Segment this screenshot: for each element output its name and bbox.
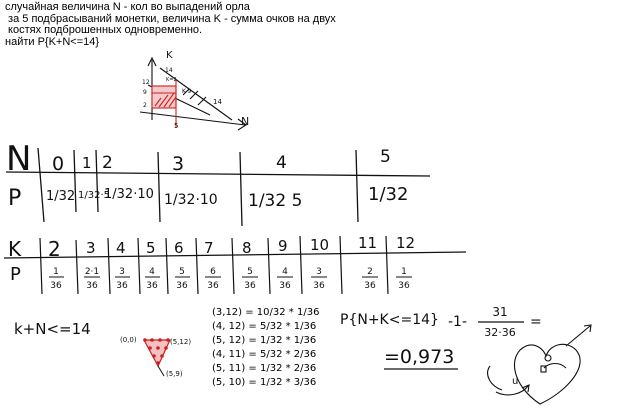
result-value: =0,973	[384, 346, 455, 368]
pair-line: (4, 12) = 5/32 * 1/36	[212, 321, 317, 332]
table-k-prob	[84, 267, 100, 291]
triangle-vertex-label: (5,9)	[166, 370, 183, 378]
problem-line-1: случайная величина N - кол во выпадений орла	[5, 1, 250, 13]
table-k-prob	[396, 267, 412, 291]
table-k-prob-label: P	[10, 264, 21, 285]
table-n-header: 0	[52, 153, 65, 175]
problem-line-4: найти P{K+N<=14}	[5, 35, 100, 48]
pair-line: (5, 10) = 1/32 * 3/36	[212, 377, 317, 388]
pair-line: (4, 11) = 5/32 * 2/36	[212, 349, 317, 360]
table-n-prob-label: P	[8, 186, 22, 211]
svg-text:36: 36	[364, 281, 376, 291]
table-n-grid	[6, 148, 430, 226]
triangle-vertex-label: (0,0)	[120, 336, 137, 344]
sketch-label: 12	[142, 79, 150, 86]
sketch-label: 9	[143, 89, 147, 96]
svg-text:3: 3	[316, 267, 322, 277]
svg-text:4: 4	[149, 267, 155, 277]
table-n-prob: 1/32 5	[248, 191, 303, 211]
table-k-header: 9	[278, 237, 288, 255]
table-n-header: 1	[82, 154, 92, 172]
svg-text:36: 36	[86, 281, 98, 291]
table-k-prob	[242, 267, 258, 291]
svg-text:1: 1	[401, 267, 407, 277]
axis-n-label: N	[241, 115, 250, 128]
svg-text:2: 2	[367, 267, 373, 277]
table-k-header: 2	[48, 237, 61, 261]
svg-text:36: 36	[50, 281, 62, 291]
table-n-prob: 1/32·5	[78, 190, 110, 201]
pair-line: (3,12) = 10/32 * 1/36	[212, 307, 320, 318]
condition-text: k+N<=14	[14, 320, 91, 338]
svg-text:5: 5	[179, 267, 185, 277]
table-n-prob: 1/32·10	[104, 187, 154, 202]
svg-text:36: 36	[207, 281, 219, 291]
sketch-label: 14	[165, 67, 173, 74]
svg-text:36: 36	[146, 281, 158, 291]
result-expression: P{N+K<=14}	[340, 312, 439, 328]
sketch-label: K=2	[166, 77, 177, 83]
svg-text:36: 36	[313, 281, 325, 291]
sketch-label: 2	[143, 102, 147, 109]
table-k-header: 5	[146, 239, 156, 257]
table-k-prob	[175, 267, 190, 291]
table-n-header: 5	[380, 147, 391, 167]
sketch-label: K-9	[182, 88, 192, 95]
svg-text:3: 3	[119, 267, 125, 277]
svg-text:36: 36	[279, 281, 291, 291]
table-k-header: 12	[396, 234, 416, 252]
table-n-prob: 1/32	[368, 184, 409, 205]
table-n-row-label: N	[6, 139, 32, 179]
svg-text:1: 1	[53, 267, 59, 277]
problem-line-2: за 5 подбрасываний монетки, величина K - сумма очков на двух	[5, 12, 336, 25]
table-k-prob	[362, 267, 378, 291]
axis-k-label: K	[166, 50, 173, 61]
svg-text:36: 36	[398, 281, 410, 291]
result-denominator: 32·36	[484, 326, 516, 339]
svg-text:5: 5	[247, 267, 253, 277]
pair-line: (5, 12) = 1/32 * 1/36	[212, 335, 317, 346]
svg-text:6: 6	[210, 267, 216, 277]
table-n-header: 3	[172, 153, 185, 175]
svg-text:36: 36	[244, 281, 256, 291]
result-numerator: 31	[492, 305, 508, 319]
table-k-header: 10	[310, 236, 330, 254]
svg-text:36: 36	[116, 281, 128, 291]
table-n-prob: 1/32·10	[164, 192, 218, 208]
svg-text:36: 36	[176, 281, 188, 291]
table-k-header: 6	[174, 239, 184, 257]
region-sketch	[140, 58, 246, 130]
problem-line-3: костях подброшенных одновременно.	[5, 24, 203, 36]
result-minus: -1-	[448, 314, 468, 330]
triangle-vertex-label: (5,12)	[170, 338, 192, 346]
table-k-probs	[49, 267, 412, 291]
doodle-letter: u	[512, 376, 519, 387]
table-k-row-label: K	[8, 237, 22, 261]
pair-line: (5, 11) = 1/32 * 2/36	[212, 363, 317, 374]
table-k-header: 11	[358, 234, 378, 252]
sketch-label: 14	[213, 98, 222, 106]
table-k-prob	[311, 267, 327, 291]
table-k-header: 3	[86, 239, 96, 257]
table-n-header: 4	[276, 153, 287, 173]
table-n-header: 2	[102, 153, 113, 173]
table-k-header: 7	[204, 239, 214, 257]
table-k-prob	[145, 267, 160, 291]
table-k-prob	[115, 267, 130, 291]
result-equals: =	[530, 314, 542, 330]
table-k-prob	[205, 267, 221, 291]
table-k-prob	[277, 267, 293, 291]
table-k-prob	[49, 267, 64, 291]
svg-text:4: 4	[282, 267, 288, 277]
table-k-header: 4	[116, 239, 126, 257]
svg-text:2·1: 2·1	[84, 267, 100, 277]
table-k-header: 8	[242, 239, 252, 257]
sketch-label: 5	[174, 122, 179, 130]
table-n-prob: 1/32	[46, 189, 76, 204]
